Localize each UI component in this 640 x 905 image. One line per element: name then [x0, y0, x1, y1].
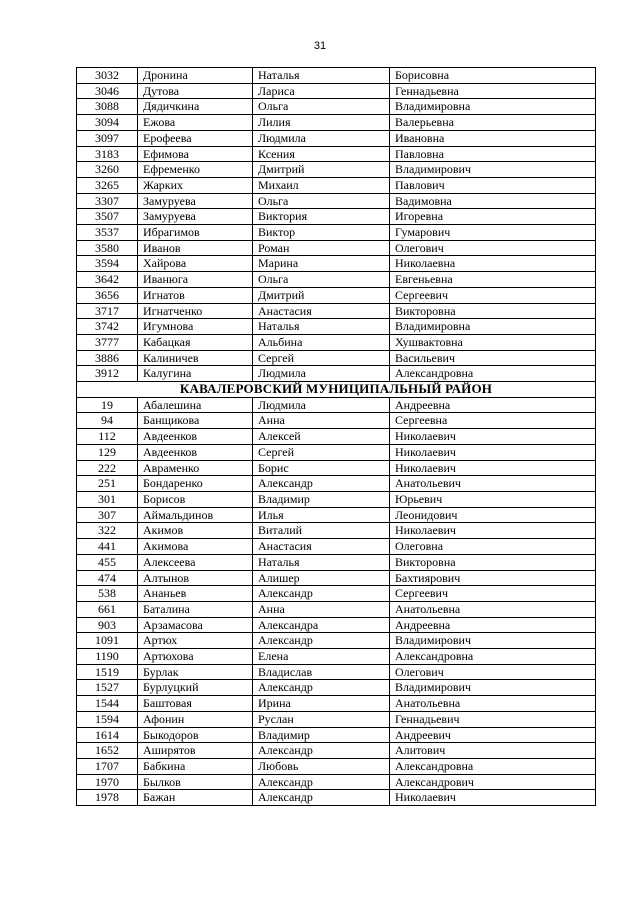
table-row: [77, 711, 596, 727]
first-name: Анастасия: [253, 303, 390, 319]
first-name: Илья: [253, 507, 390, 523]
row-number: 441: [77, 539, 138, 555]
last-name: Калугина: [138, 366, 253, 382]
last-name: Артюхова: [138, 649, 253, 665]
first-name: Виктория: [253, 209, 390, 225]
row-number: 112: [77, 429, 138, 445]
row-number: 3742: [77, 319, 138, 335]
table-section-b: [77, 397, 596, 805]
table-row: [77, 774, 596, 790]
first-name: Дмитрий: [253, 287, 390, 303]
last-name: Аширятов: [138, 743, 253, 759]
first-name: Людмила: [253, 397, 390, 413]
table-row: [77, 649, 596, 665]
table-row: [77, 397, 596, 413]
row-number: 3260: [77, 162, 138, 178]
table-row: [77, 115, 596, 131]
last-name: Ефимова: [138, 146, 253, 162]
last-name: Авраменко: [138, 460, 253, 476]
patronymic: Николаевич: [390, 790, 596, 806]
first-name: Наталья: [253, 319, 390, 335]
table-row: [77, 256, 596, 272]
row-number: 94: [77, 413, 138, 429]
table-row: [77, 680, 596, 696]
first-name: Дмитрий: [253, 162, 390, 178]
first-name: Владислав: [253, 664, 390, 680]
last-name: Жарких: [138, 177, 253, 193]
names-table: [76, 67, 596, 806]
last-name: Былков: [138, 774, 253, 790]
first-name: Лариса: [253, 83, 390, 99]
first-name: Виталий: [253, 523, 390, 539]
row-number: 3642: [77, 272, 138, 288]
row-number: 3046: [77, 83, 138, 99]
table-row: [77, 303, 596, 319]
first-name: Алексей: [253, 429, 390, 445]
table-row: [77, 460, 596, 476]
patronymic: Анатольевич: [390, 476, 596, 492]
last-name: Замуруева: [138, 193, 253, 209]
patronymic: Сергеевич: [390, 287, 596, 303]
patronymic: Владимирович: [390, 680, 596, 696]
last-name: Бондаренко: [138, 476, 253, 492]
table-row: [77, 758, 596, 774]
first-name: Наталья: [253, 68, 390, 84]
last-name: Баштовая: [138, 696, 253, 712]
row-number: 222: [77, 460, 138, 476]
last-name: Арзамасова: [138, 617, 253, 633]
patronymic: Александровна: [390, 366, 596, 382]
first-name: Альбина: [253, 334, 390, 350]
patronymic: Александрович: [390, 774, 596, 790]
patronymic: Бахтиярович: [390, 570, 596, 586]
last-name: Иванюга: [138, 272, 253, 288]
first-name: Борис: [253, 460, 390, 476]
row-number: 3886: [77, 350, 138, 366]
patronymic: Владимирович: [390, 162, 596, 178]
last-name: Ерофеева: [138, 130, 253, 146]
table-row: [77, 539, 596, 555]
row-number: 3912: [77, 366, 138, 382]
patronymic: Андреевна: [390, 397, 596, 413]
first-name: Александр: [253, 790, 390, 806]
last-name: Иванов: [138, 240, 253, 256]
last-name: Игнатов: [138, 287, 253, 303]
first-name: Людмила: [253, 130, 390, 146]
patronymic: Николаевич: [390, 523, 596, 539]
table-row: [77, 68, 596, 84]
patronymic: Вадимовна: [390, 193, 596, 209]
patronymic: Геннадьевна: [390, 83, 596, 99]
row-number: 3097: [77, 130, 138, 146]
table-section-a: [77, 68, 596, 382]
first-name: Наталья: [253, 554, 390, 570]
row-number: 1594: [77, 711, 138, 727]
patronymic: Владимировна: [390, 319, 596, 335]
patronymic: Алитович: [390, 743, 596, 759]
table-row: [77, 586, 596, 602]
table-row: [77, 696, 596, 712]
table-row: [77, 491, 596, 507]
first-name: Александр: [253, 680, 390, 696]
first-name: Александр: [253, 743, 390, 759]
row-number: 1970: [77, 774, 138, 790]
patronymic: Евгеньевна: [390, 272, 596, 288]
last-name: Алексеева: [138, 554, 253, 570]
first-name: Елена: [253, 649, 390, 665]
patronymic: Геннадьевич: [390, 711, 596, 727]
table-row: [77, 743, 596, 759]
table-row: [77, 727, 596, 743]
patronymic: Олегович: [390, 664, 596, 680]
first-name: Ольга: [253, 272, 390, 288]
last-name: Хайрова: [138, 256, 253, 272]
page-number: 31: [313, 40, 327, 52]
row-number: 3507: [77, 209, 138, 225]
first-name: Александра: [253, 617, 390, 633]
first-name: Анна: [253, 413, 390, 429]
first-name: Алишер: [253, 570, 390, 586]
patronymic: Сергеевич: [390, 586, 596, 602]
last-name: Игнатченко: [138, 303, 253, 319]
row-number: 307: [77, 507, 138, 523]
patronymic: Владимирович: [390, 633, 596, 649]
table-row: [77, 523, 596, 539]
last-name: Ибрагимов: [138, 225, 253, 241]
row-number: 3656: [77, 287, 138, 303]
first-name: Ольга: [253, 193, 390, 209]
patronymic: Игоревна: [390, 209, 596, 225]
row-number: 903: [77, 617, 138, 633]
row-number: 3580: [77, 240, 138, 256]
row-number: 251: [77, 476, 138, 492]
patronymic: Николаевич: [390, 444, 596, 460]
last-name: Акимов: [138, 523, 253, 539]
last-name: Баталина: [138, 601, 253, 617]
last-name: Ежова: [138, 115, 253, 131]
patronymic: Николаевна: [390, 256, 596, 272]
table-row: [77, 130, 596, 146]
row-number: 3594: [77, 256, 138, 272]
row-number: 1190: [77, 649, 138, 665]
first-name: Александр: [253, 633, 390, 649]
row-number: 3265: [77, 177, 138, 193]
row-number: 3088: [77, 99, 138, 115]
table-row: [77, 177, 596, 193]
first-name: Руслан: [253, 711, 390, 727]
first-name: Владимир: [253, 491, 390, 507]
table-row: [77, 790, 596, 806]
last-name: Акимова: [138, 539, 253, 555]
last-name: Игумнова: [138, 319, 253, 335]
first-name: Роман: [253, 240, 390, 256]
table-row: [77, 366, 596, 382]
row-number: 474: [77, 570, 138, 586]
row-number: 3537: [77, 225, 138, 241]
table-row: [77, 83, 596, 99]
table-row: [77, 444, 596, 460]
table-row: [77, 350, 596, 366]
patronymic: Ивановна: [390, 130, 596, 146]
table-row: [77, 617, 596, 633]
district-header-row: [77, 382, 596, 398]
row-number: 455: [77, 554, 138, 570]
first-name: Сергей: [253, 350, 390, 366]
last-name: Аймальдинов: [138, 507, 253, 523]
first-name: Владимир: [253, 727, 390, 743]
first-name: Александр: [253, 774, 390, 790]
patronymic: Анатольевна: [390, 696, 596, 712]
patronymic: Викторовна: [390, 303, 596, 319]
row-number: 1652: [77, 743, 138, 759]
table-row: [77, 554, 596, 570]
patronymic: Андреевна: [390, 617, 596, 633]
patronymic: Павлович: [390, 177, 596, 193]
patronymic: Юрьевич: [390, 491, 596, 507]
last-name: Афонин: [138, 711, 253, 727]
last-name: Авдеенков: [138, 429, 253, 445]
row-number: 1614: [77, 727, 138, 743]
last-name: Дронина: [138, 68, 253, 84]
last-name: Артюх: [138, 633, 253, 649]
patronymic: Викторовна: [390, 554, 596, 570]
patronymic: Анатольевна: [390, 601, 596, 617]
patronymic: Валерьевна: [390, 115, 596, 131]
table-row: [77, 272, 596, 288]
patronymic: Владимировна: [390, 99, 596, 115]
patronymic: Николаевич: [390, 429, 596, 445]
first-name: Ирина: [253, 696, 390, 712]
table-row: [77, 476, 596, 492]
last-name: Дутова: [138, 83, 253, 99]
table-row: [77, 287, 596, 303]
row-number: 1527: [77, 680, 138, 696]
first-name: Ольга: [253, 99, 390, 115]
patronymic: Николаевич: [390, 460, 596, 476]
patronymic: Борисовна: [390, 68, 596, 84]
table-row: [77, 664, 596, 680]
table-row: [77, 240, 596, 256]
patronymic: Андреевич: [390, 727, 596, 743]
last-name: Ананьев: [138, 586, 253, 602]
row-number: 1978: [77, 790, 138, 806]
last-name: Калиничев: [138, 350, 253, 366]
table-row: [77, 507, 596, 523]
row-number: 538: [77, 586, 138, 602]
row-number: 3032: [77, 68, 138, 84]
table-row: [77, 319, 596, 335]
last-name: Бажан: [138, 790, 253, 806]
row-number: 19: [77, 397, 138, 413]
patronymic: Гумарович: [390, 225, 596, 241]
last-name: Кабацкая: [138, 334, 253, 350]
patronymic: Олеговна: [390, 539, 596, 555]
first-name: Анастасия: [253, 539, 390, 555]
patronymic: Олегович: [390, 240, 596, 256]
table-row: [77, 633, 596, 649]
last-name: Борисов: [138, 491, 253, 507]
first-name: Сергей: [253, 444, 390, 460]
first-name: Марина: [253, 256, 390, 272]
first-name: Ксения: [253, 146, 390, 162]
table-row: [77, 193, 596, 209]
last-name: Алтынов: [138, 570, 253, 586]
first-name: Александр: [253, 476, 390, 492]
last-name: Банщикова: [138, 413, 253, 429]
table-row: [77, 162, 596, 178]
table-row: [77, 209, 596, 225]
district-title: КАВАЛЕРОВСКИЙ МУНИЦИПАЛЬНЫЙ РАЙОН: [77, 382, 596, 398]
row-number: 3717: [77, 303, 138, 319]
row-number: 1544: [77, 696, 138, 712]
first-name: Михаил: [253, 177, 390, 193]
last-name: Бабкина: [138, 758, 253, 774]
last-name: Бурлуцкий: [138, 680, 253, 696]
row-number: 3307: [77, 193, 138, 209]
patronymic: Леонидович: [390, 507, 596, 523]
row-number: 322: [77, 523, 138, 539]
first-name: Любовь: [253, 758, 390, 774]
table-row: [77, 99, 596, 115]
table-row: [77, 601, 596, 617]
row-number: 3094: [77, 115, 138, 131]
last-name: Абалешина: [138, 397, 253, 413]
patronymic: Павловна: [390, 146, 596, 162]
last-name: Ефременко: [138, 162, 253, 178]
last-name: Авдеенков: [138, 444, 253, 460]
last-name: Быкодоров: [138, 727, 253, 743]
first-name: Александр: [253, 586, 390, 602]
last-name: Бурлак: [138, 664, 253, 680]
table-row: [77, 146, 596, 162]
table-row: [77, 225, 596, 241]
last-name: Замуруева: [138, 209, 253, 225]
first-name: Лилия: [253, 115, 390, 131]
patronymic: Васильевич: [390, 350, 596, 366]
row-number: 1707: [77, 758, 138, 774]
table-row: [77, 413, 596, 429]
table-row: [77, 334, 596, 350]
table-row: [77, 429, 596, 445]
row-number: 1091: [77, 633, 138, 649]
first-name: Людмила: [253, 366, 390, 382]
table-row: [77, 570, 596, 586]
row-number: 129: [77, 444, 138, 460]
last-name: Дядичкина: [138, 99, 253, 115]
first-name: Анна: [253, 601, 390, 617]
row-number: 1519: [77, 664, 138, 680]
patronymic: Хушвактовна: [390, 334, 596, 350]
patronymic: Александровна: [390, 758, 596, 774]
first-name: Виктор: [253, 225, 390, 241]
patronymic: Сергеевна: [390, 413, 596, 429]
patronymic: Александровна: [390, 649, 596, 665]
row-number: 661: [77, 601, 138, 617]
row-number: 301: [77, 491, 138, 507]
row-number: 3777: [77, 334, 138, 350]
row-number: 3183: [77, 146, 138, 162]
